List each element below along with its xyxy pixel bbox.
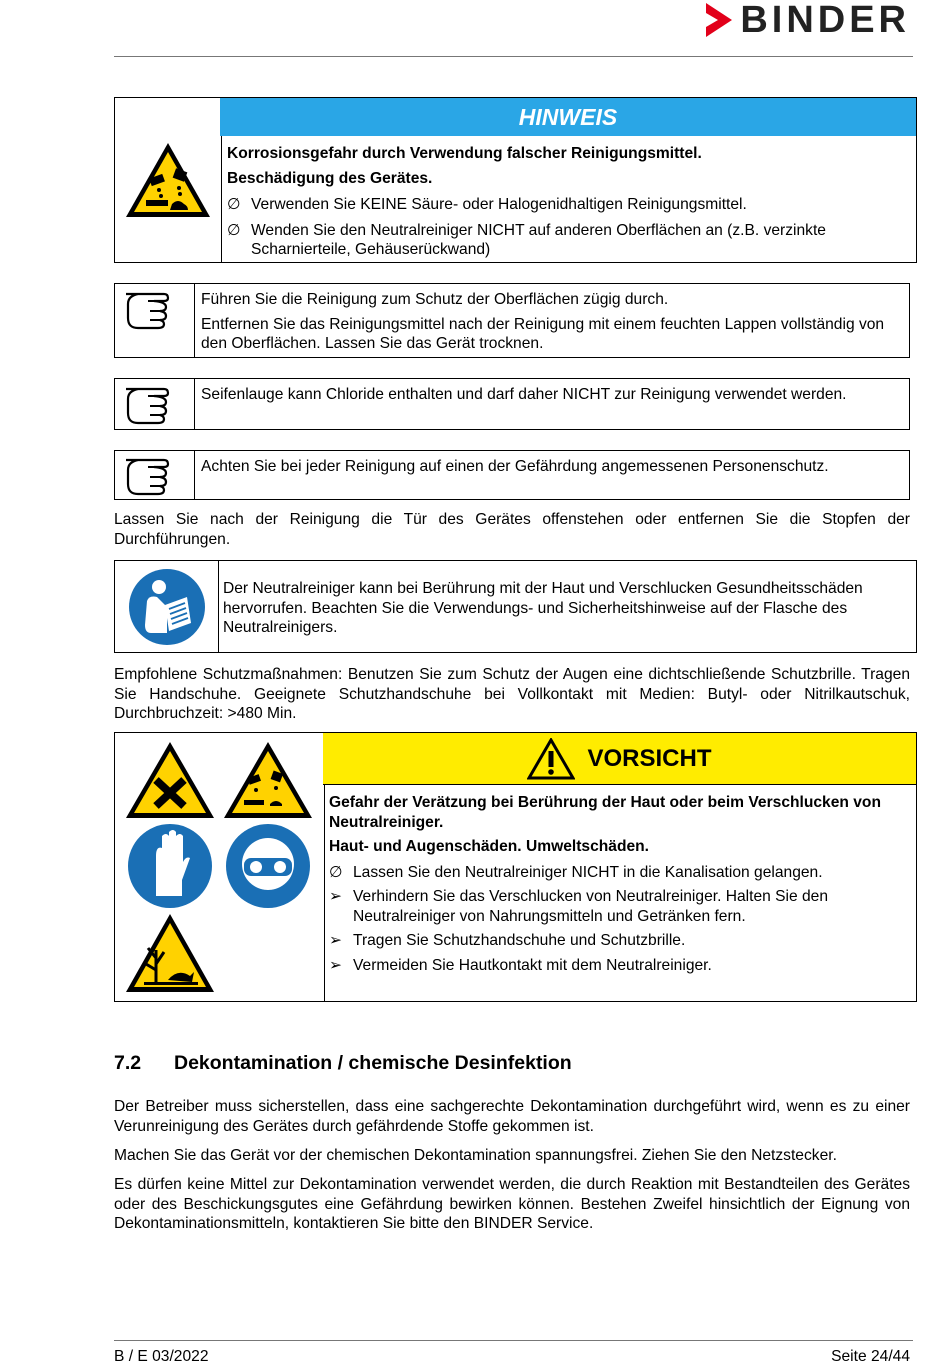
paragraph: Machen Sie das Gerät vor der chemischen Dekontamination spannungsfrei. Ziehen Sie den Netzstecker. <box>114 1147 837 1164</box>
manual-text: Der Neutralreiniger kann bei Berührung mit der Haut und Verschlucken Gesundheitsschäden hervorrufen. Beachten Sie die Verwendungs- und Sicherheitshinweise auf der Flasche des Neutralreinigers. <box>223 580 863 636</box>
hint-text: Seifenlauge kann Chloride enthalten und darf daher NICHT zur Reinigung verwendet werden. <box>201 386 847 403</box>
hint-content <box>201 290 901 354</box>
caution-icon-cell <box>115 733 325 1001</box>
section-heading <box>114 1052 572 1075</box>
hint-icon-cell <box>115 284 195 357</box>
list-item-text: Vermeiden Sie Hautkontakt mit dem Neutralreiniger. <box>353 956 712 974</box>
footer-divider <box>114 1340 913 1341</box>
list-item <box>227 195 907 215</box>
caution-header <box>323 733 916 785</box>
list-item <box>329 956 909 976</box>
warning-triangle-icon <box>527 738 575 780</box>
hint-box <box>114 450 910 500</box>
list-item <box>329 863 909 883</box>
hint-icon-cell <box>115 379 195 429</box>
binder-logo <box>706 0 910 41</box>
notice-box <box>114 97 917 263</box>
notice-content <box>227 144 907 260</box>
caution-box <box>114 732 917 1002</box>
arrow-bullet-symbol: ➢ <box>329 888 343 905</box>
prohibited-symbol: ∅ <box>329 863 343 881</box>
list-item <box>329 931 909 951</box>
notice-line: Beschädigung des Gerätes. <box>227 169 433 187</box>
manual-box <box>114 560 917 653</box>
list-item <box>329 887 909 926</box>
header-divider <box>114 56 913 57</box>
list-item-text: Tragen Sie Schutzhandschuhe und Schutzbrille. <box>353 932 686 949</box>
read-manual-icon <box>127 567 207 647</box>
list-item-text: Wenden Sie den Neutralreiniger NICHT auf anderen Oberflächen an (z.B. verzinkte Scharnierteile, Gehäuserückwand) <box>251 221 826 258</box>
binder-logo-mark-icon <box>706 3 732 37</box>
caution-content <box>329 793 909 975</box>
pointing-hand-icon <box>124 383 186 425</box>
page-number: Seite 24/44 <box>831 1348 910 1365</box>
paragraph: Empfohlene Schutzmaßnahmen: Benutzen Sie zum Schutz der Augen eine dichtschließende Schutzbrille. Tragen Sie Handschuhe. Geeignete Schutzhandschuhe bei Vollkontakt mit Medien: Butyl- oder Nitrilkautschuk, Durchbruchzeit: >480 Min. <box>114 666 910 722</box>
pointing-hand-icon <box>124 288 186 330</box>
logo-text: BINDER <box>740 0 910 41</box>
pointing-hand-icon <box>124 454 186 496</box>
hint-line: Entfernen Sie das Reinigungsmittel nach der Reinigung mit einem feuchten Lappen vollständig von den Oberflächen. Lassen Sie das Gerät trocknen. <box>201 315 885 352</box>
environmental-hazard-icon <box>126 914 214 992</box>
list-item <box>227 221 907 260</box>
list-item-text: Verhindern Sie das Verschlucken von Neutralreiniger. Halten Sie den Neutralreiniger von Nahrungsmitteln und Getränken fern. <box>353 888 829 925</box>
gloves-icon <box>128 824 212 908</box>
notice-icon-cell <box>115 98 222 262</box>
notice-header <box>220 98 916 136</box>
corrosion-warning-icon <box>124 140 212 220</box>
arrow-bullet-symbol: ➢ <box>329 956 343 974</box>
notice-line: Korrosionsgefahr durch Verwendung falscher Reinigungsmittel. <box>227 145 702 162</box>
notice-title: HINWEIS <box>518 103 618 130</box>
hint-text: Achten Sie bei jeder Reinigung auf einen der Gefährdung angemessenen Personenschutz. <box>201 458 829 475</box>
footer-left: B / E 03/2022 <box>114 1348 209 1365</box>
hint-icon-cell <box>115 451 195 499</box>
paragraph: Es dürfen keine Mittel zur Dekontamination verwendet werden, die durch Reaktion mit Bestandteilen des Gerätes oder des Beschickungsgutes eine Gefährdung bewirken können. Bestehen Zweifel hinsichtlich der Eignung von Dekontaminationsmitteln, kontaktieren Sie bitte den BINDER Service. <box>114 1176 910 1232</box>
caution-icons-group <box>122 736 318 998</box>
section-title: Dekontamination / chemische Desinfektion <box>174 1052 572 1074</box>
manual-icon-cell <box>115 561 219 652</box>
caution-title: VORSICHT <box>587 744 712 772</box>
hint-box <box>114 283 910 358</box>
corrosive-x-icon <box>126 742 214 818</box>
prohibited-symbol: ∅ <box>227 196 241 213</box>
caution-line: Gefahr der Verätzung bei Berührung der Haut oder beim Verschlucken von Neutralreiniger. <box>329 794 881 831</box>
safety-goggles-icon <box>226 824 310 908</box>
paragraph: Lassen Sie nach der Reinigung die Tür des Gerätes offenstehen oder entfernen Sie die Stopfen der Durchführungen. <box>114 511 910 548</box>
list-item-text: Lassen Sie den Neutralreiniger NICHT in die Kanalisation gelangen. <box>353 863 823 881</box>
paragraph: Der Betreiber muss sicherstellen, dass eine sachgerechte Dekontamination durchgeführt wird, wenn es zu einer Verunreinigung des Gerätes durch gefährdende Stoffe gekommen ist. <box>114 1098 910 1135</box>
list-item-text: Verwenden Sie KEINE Säure- oder Halogenidhaltigen Reinigungsmittel. <box>251 196 747 213</box>
caution-line: Haut- und Augenschäden. Umweltschäden. <box>329 838 649 855</box>
arrow-bullet-symbol: ➢ <box>329 932 343 949</box>
corrosion-warning-icon <box>224 742 312 818</box>
hint-line: Führen Sie die Reinigung zum Schutz der Oberflächen zügig durch. <box>201 291 669 308</box>
prohibited-symbol: ∅ <box>227 221 241 239</box>
section-number: 7.2 <box>114 1052 142 1074</box>
hint-box <box>114 378 910 430</box>
